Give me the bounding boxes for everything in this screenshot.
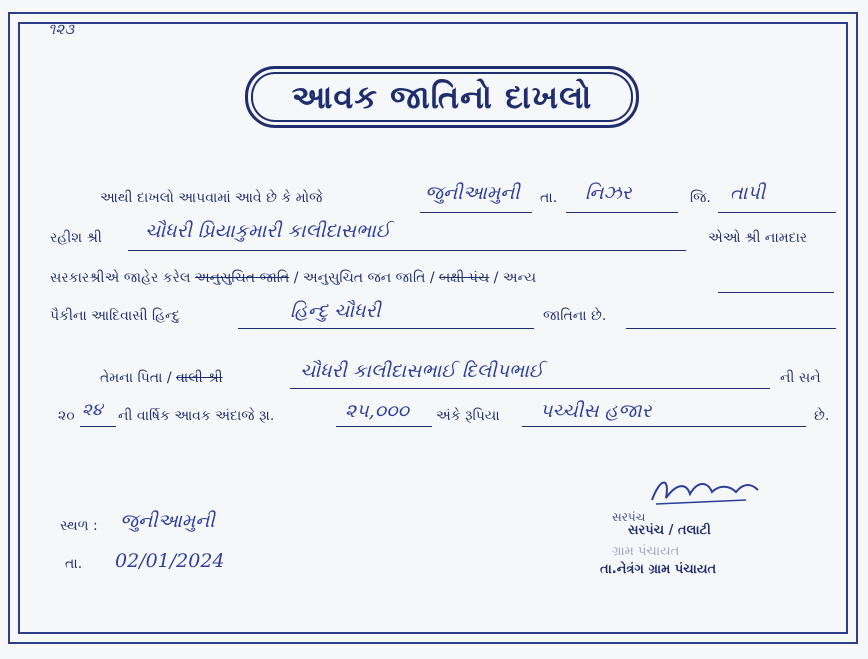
row3-struck-a: અનુસુચિત જાતિ (194, 270, 290, 286)
row4-trailing-line (626, 328, 836, 329)
date-value: 02/01/2024 (115, 550, 225, 572)
row3-line (50, 270, 536, 286)
row5-prefix: તેમના પિતા / (100, 370, 172, 386)
row3-text-c: / અન્ય (493, 270, 537, 286)
place-value: જુનીઆમુની (120, 510, 215, 532)
row3-text-b: / અનુસુચિત જન જાતિ / (293, 270, 435, 286)
signature-mark (646, 470, 766, 510)
row1-prefix: આથી દાખલો આપવામાં આવે છે કે મોજે (100, 190, 323, 206)
caste-value: હિન્દુ ચૌધરી (290, 300, 381, 322)
district-line (718, 212, 836, 213)
certificate-title: આવક જાતિનો દાખલો (291, 77, 593, 116)
amount-in-words: પચ્ચીસ હજાર (540, 400, 652, 422)
income-amount: ૨૫,૦૦૦ (345, 400, 409, 422)
stamp-sarpanch-handwritten: સરપંચ (612, 510, 646, 524)
father-line (290, 388, 770, 389)
row3-text-a: સરકારશ્રીએ જાહેર કરેલ (50, 270, 191, 286)
row5-struck: વાલી શ્રી (176, 370, 223, 386)
row4-prefix: પૈકીના આદિવાસી હિન્દુ (50, 308, 180, 324)
signatory-title: સરપંચ / તલાટી (628, 523, 711, 538)
date-label: તા. (65, 556, 83, 572)
row6-text-b: અંકે રૂપિયા (436, 408, 500, 424)
taluka-value: નિઝર (585, 182, 632, 204)
year-handwritten: ૨૪ (82, 400, 103, 420)
caste-line (238, 328, 534, 329)
year-line (80, 426, 116, 427)
amount-line (336, 426, 432, 427)
name-line (128, 250, 686, 251)
other-line (718, 292, 834, 293)
row5-line (100, 370, 223, 386)
taluka-label: તા. (540, 190, 558, 206)
serial-number: ૧૨૩ (48, 20, 75, 38)
father-name: ચૌધરી કાલીદાસભાઈ દિલીપભાઈ (300, 360, 544, 382)
district-value: તાપી (730, 182, 766, 204)
row2-suffix: એઓ શ્રી નામદાર (708, 230, 808, 246)
row6-suffix: છે. (814, 408, 830, 424)
row3-struck-b: બક્ષી પંચ (439, 270, 490, 286)
row6-text-a: ની વાર્ષિક આવક અંદાજે રૂા. (118, 408, 275, 424)
taluka-line (566, 212, 678, 213)
village-line (420, 212, 532, 213)
title-frame (245, 66, 639, 128)
row5-suffix: ની સને (780, 370, 821, 386)
year-printed: ૨૦ (58, 408, 75, 424)
village-value: જુનીઆમુની (425, 182, 520, 204)
district-label: જિ. (690, 190, 711, 206)
place-label: સ્થળ : (60, 518, 98, 534)
row4-suffix: જાતિના છે. (543, 308, 607, 324)
panchayat-name: તા.નેત્રંગ ગ્રામ પંચાયત (600, 562, 717, 577)
row2-prefix: રહીશ શ્રી (50, 230, 102, 246)
amount-words-line (522, 426, 806, 427)
resident-name: ચૌધરી પ્રિયાકુમારી કાલીદાસભાઈ (145, 220, 391, 242)
panchayat-stamp-faded: ગ્રામ પંચાયત (612, 544, 680, 559)
